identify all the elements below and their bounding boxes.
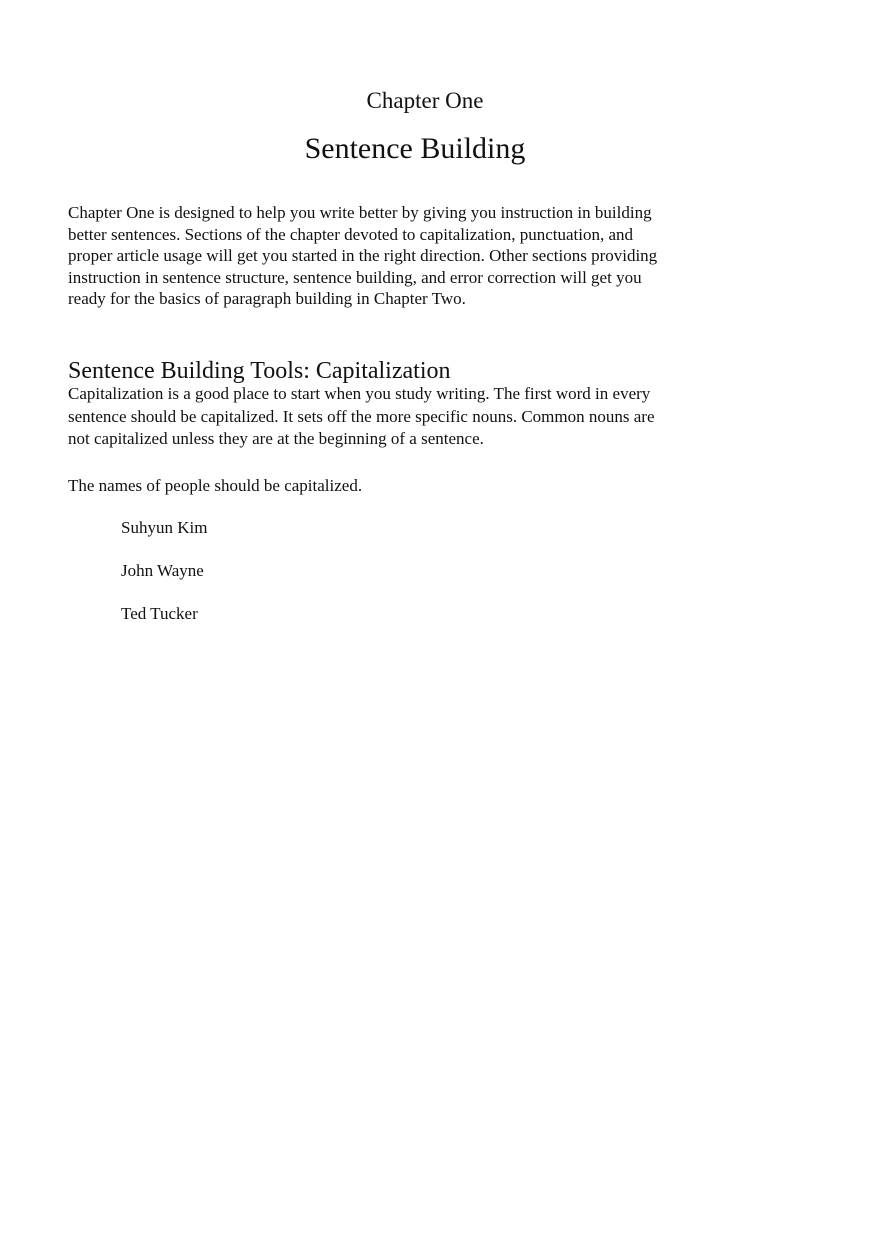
name-item: Suhyun Kim xyxy=(121,518,208,537)
names-list xyxy=(121,517,207,646)
chapter-label: Chapter One xyxy=(366,88,484,113)
name-item: Ted Tucker xyxy=(121,604,198,623)
intro-paragraph: Chapter One is designed to help you write better by giving you instruction in building better sentences. Sections of the chapter devoted to capitalization, punctuation, and proper article usage will get you started in the right direction. Other sections providing instruction in sentence structure, sentence building, and error correction will get you ready for the basics of paragraph building in Chapter Two. xyxy=(68,203,658,308)
chapter-title: Sentence Building xyxy=(304,132,526,165)
section-body-paragraph: Capitalization is a good place to start when you study writing. The first word in every sentence should be capitalized. It sets off the more specific nouns. Common nouns are not capitalized unless they are at the beginning of a sentence. xyxy=(68,384,655,448)
section-heading: Sentence Building Tools: Capitalization xyxy=(68,358,451,384)
name-item: John Wayne xyxy=(121,561,204,580)
names-intro-paragraph: The names of people should be capitalized. xyxy=(68,476,363,495)
